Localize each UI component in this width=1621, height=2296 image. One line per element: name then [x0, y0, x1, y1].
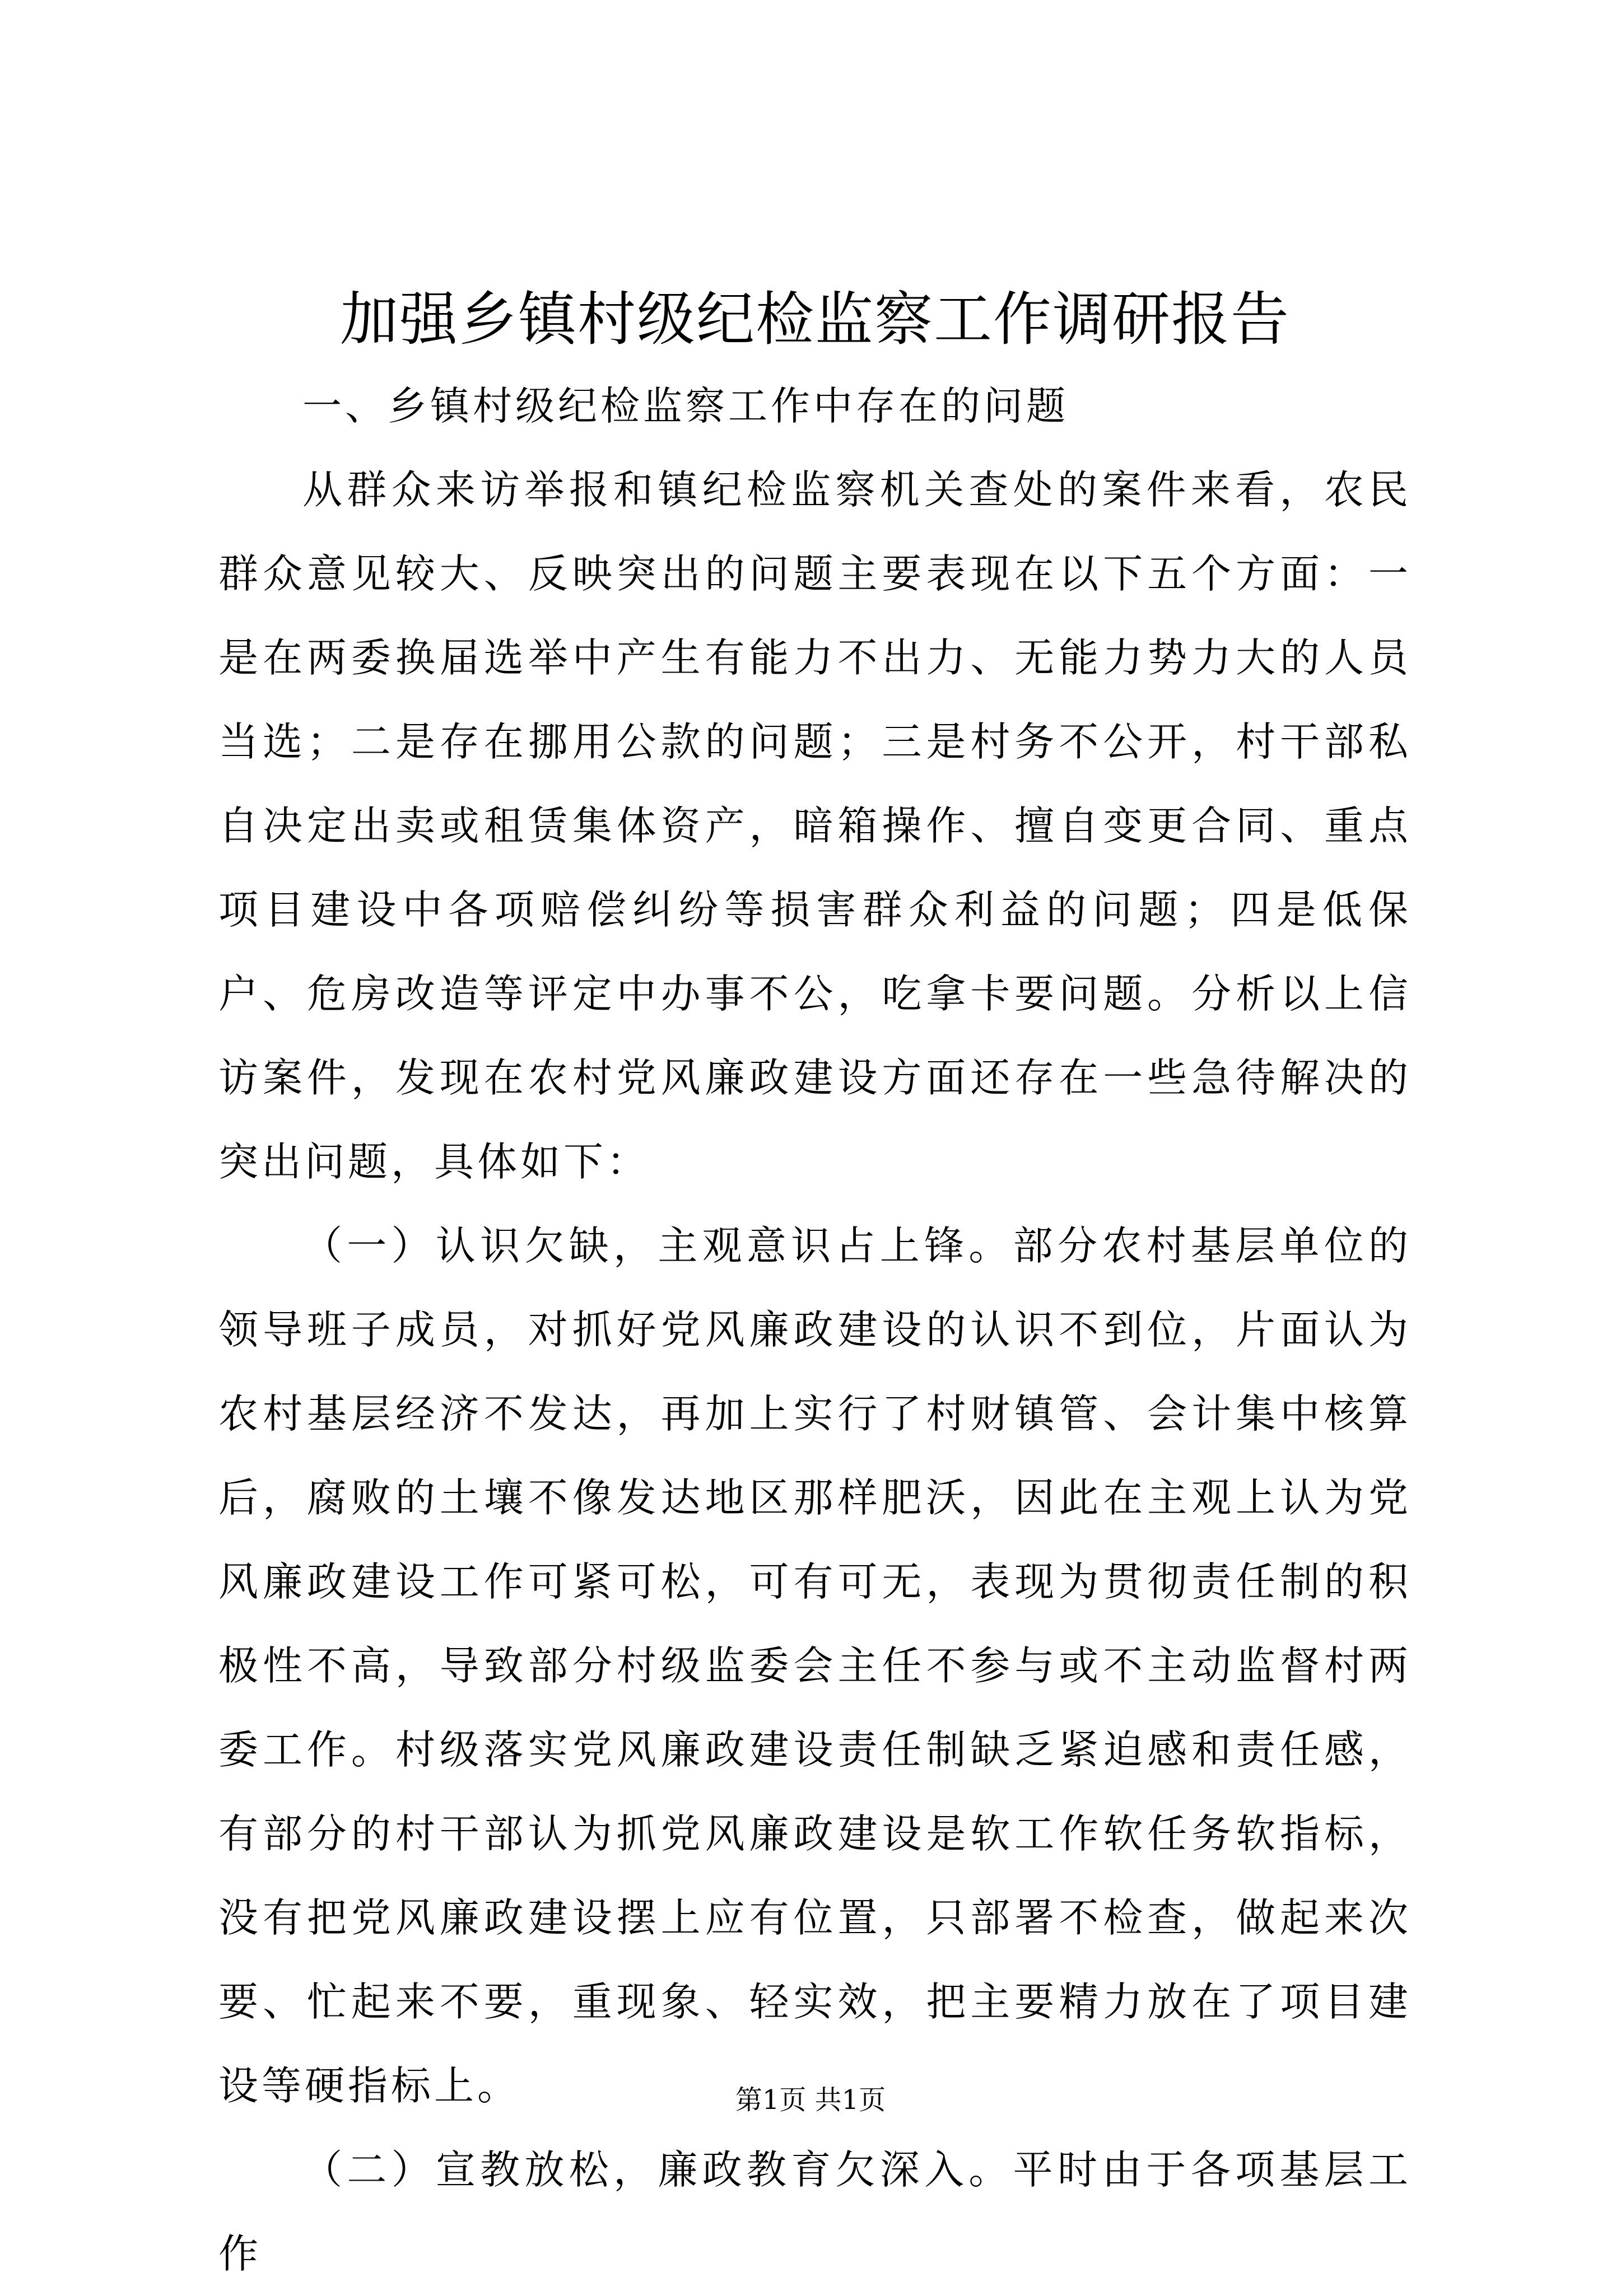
document-body [218, 274, 1412, 2296]
section-heading: 一、乡镇村级纪检监察工作中存在的问题 [302, 383, 1069, 429]
paragraph: （二）宣教放松，廉政教育欠深入。平时由于各项基层工作 [218, 2146, 1412, 2277]
paragraph: （一）认识欠缺，主观意识占上锋。部分农村基层单位的领导班子成员，对抓好党风廉政建设的认识不到位，片面认为农村基层经济不发达，再加上实行了村财镇管、会计集中核算后，腐败的土壤不像发达地区那样肥沃，因此在主观上认为党风廉政建设工作可紧可松，可有可无，表现为贯彻责任制的积极性不高，导致部分村级监委会主任不参与或不主动监督村两委工作。村级落实党风廉政建设责任制缺乏紧迫感和责任感，有部分的村干部认为抓党风廉政建设是软工作软任务软指标，没有把党风廉政建设摆上应有位置，只部署不检查，做起来次要、忙起来不要，重现象、轻实效，把主要精力放在了项目建设等硬指标上。 [218, 1222, 1412, 2109]
page-footer: 第1页 共1页 [735, 2084, 886, 2116]
paragraph: 从群众来访举报和镇纪检监察机关查处的案件来看，农民群众意见较大、反映突出的问题主要表现在以下五个方面：一是在两委换届选举中产生有能力不出力、无能力势力大的人员当选；二是存在挪用公款的问题；三是村务不公开，村干部私自决定出卖或租赁集体资产，暗箱操作、擅自变更合同、重点项目建设中各项赔偿纠纷等损害群众利益的问题；四是低保户、危房改造等评定中办事不公，吃拿卡要问题。分析以上信访案件，发现在农村党风廉政建设方面还存在一些急待解决的突出问题，具体如下： [218, 466, 1412, 1185]
document-title: 加强乡镇村级纪检监察工作调研报告 [339, 285, 1290, 353]
